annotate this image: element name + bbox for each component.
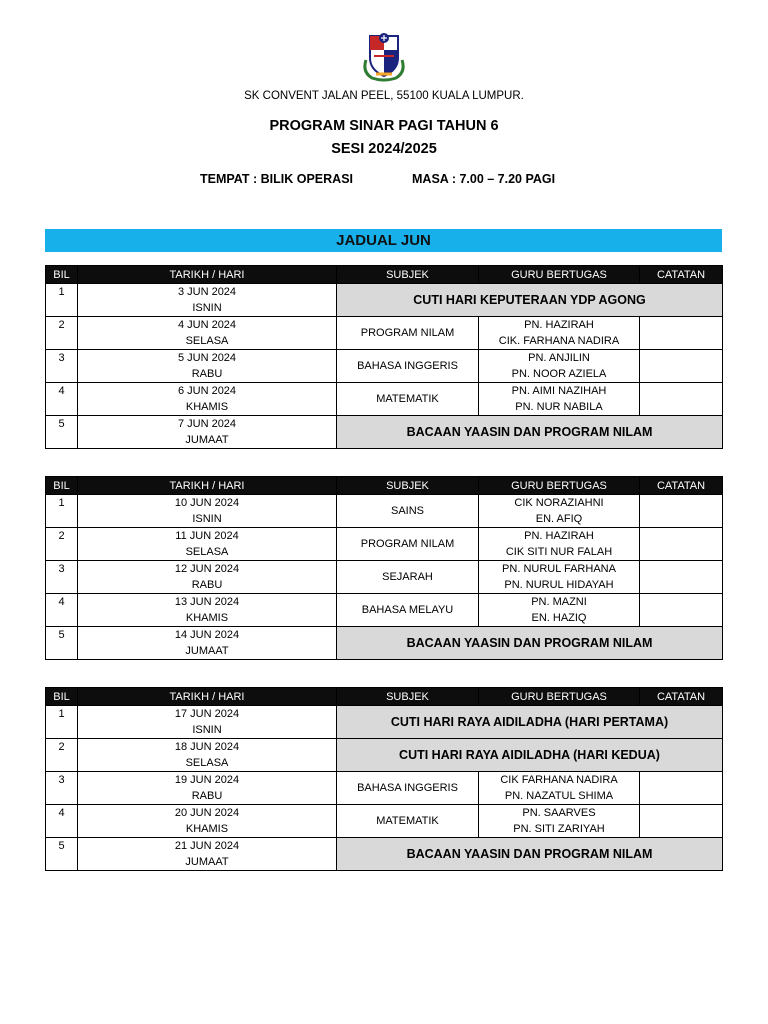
table-row bbox=[46, 416, 723, 449]
date-text: 20 JUN 2024 bbox=[174, 807, 240, 819]
bil-cell: 4 bbox=[46, 383, 78, 416]
guru-name: CIK. FARHANA NADIRA bbox=[498, 335, 620, 347]
table-header-row bbox=[46, 688, 723, 706]
date-cell bbox=[78, 805, 337, 838]
bil-cell: 2 bbox=[46, 739, 78, 772]
venue-label: TEMPAT : BILIK OPERASI bbox=[200, 172, 354, 186]
catatan-cell bbox=[640, 805, 723, 838]
day-text: RABU bbox=[191, 368, 223, 380]
guru-cell bbox=[479, 528, 640, 561]
col-header-tarikh: TARIKH / HARI bbox=[78, 266, 337, 284]
date-text: 11 JUN 2024 bbox=[175, 530, 239, 542]
schedule-banner: JADUAL JUN bbox=[45, 229, 722, 252]
date-cell bbox=[78, 627, 337, 660]
day-text: ISNIN bbox=[192, 724, 222, 736]
guru-name: PN. SITI ZARIYAH bbox=[513, 823, 605, 835]
table-row bbox=[46, 383, 723, 416]
table-row bbox=[46, 627, 723, 660]
date-text: 4 JUN 2024 bbox=[177, 319, 237, 331]
schedule-table-2 bbox=[45, 476, 723, 660]
date-text: 3 JUN 2024 bbox=[177, 286, 237, 298]
bil-cell: 2 bbox=[46, 317, 78, 350]
bil-cell: 5 bbox=[46, 627, 78, 660]
table-row bbox=[46, 594, 723, 627]
day-text: SELASA bbox=[185, 335, 229, 347]
date-cell bbox=[78, 838, 337, 871]
day-text: JUMAAT bbox=[185, 434, 229, 446]
table-row bbox=[46, 495, 723, 528]
date-text: 7 JUN 2024 bbox=[177, 418, 237, 430]
day-text: ISNIN bbox=[192, 302, 222, 314]
guru-name: PN. HAZIRAH bbox=[524, 319, 594, 331]
guru-cell bbox=[479, 383, 640, 416]
table-row bbox=[46, 838, 723, 871]
subject-cell: PROGRAM NILAM bbox=[337, 528, 479, 561]
day-text: KHAMIS bbox=[185, 823, 229, 835]
time-label: MASA : 7.00 – 7.20 PAGI bbox=[412, 172, 556, 186]
date-cell bbox=[78, 739, 337, 772]
guru-cell bbox=[479, 317, 640, 350]
date-cell bbox=[78, 383, 337, 416]
subject-cell: MATEMATIK bbox=[337, 383, 479, 416]
guru-cell bbox=[479, 495, 640, 528]
col-header-subjek: SUBJEK bbox=[337, 477, 479, 495]
date-cell bbox=[78, 528, 337, 561]
date-cell bbox=[78, 772, 337, 805]
guru-cell bbox=[479, 350, 640, 383]
guru-name: CIK SITI NUR FALAH bbox=[505, 546, 613, 558]
activity-note: BACAAN YAASIN DAN PROGRAM NILAM bbox=[337, 627, 723, 660]
subject-cell: SAINS bbox=[337, 495, 479, 528]
subject-cell: BAHASA INGGERIS bbox=[337, 772, 479, 805]
table-header-row bbox=[46, 477, 723, 495]
col-header-catatan: CATATAN bbox=[640, 477, 723, 495]
guru-name: PN. NAZATUL SHIMA bbox=[504, 790, 614, 802]
date-cell bbox=[78, 561, 337, 594]
catatan-cell bbox=[640, 495, 723, 528]
holiday-note: CUTI HARI RAYA AIDILADHA (HARI KEDUA) bbox=[337, 739, 723, 772]
guru-cell bbox=[479, 805, 640, 838]
catatan-cell bbox=[640, 772, 723, 805]
day-text: SELASA bbox=[185, 757, 229, 769]
guru-name: PN. SAARVES bbox=[522, 807, 596, 819]
holiday-note: CUTI HARI RAYA AIDILADHA (HARI PERTAMA) bbox=[337, 706, 723, 739]
school-address: SK CONVENT JALAN PEEL, 55100 KUALA LUMPUR. bbox=[244, 90, 524, 102]
catatan-cell bbox=[640, 350, 723, 383]
table-row bbox=[46, 561, 723, 594]
bil-cell: 4 bbox=[46, 805, 78, 838]
table-row bbox=[46, 739, 723, 772]
holiday-note: CUTI HARI KEPUTERAAN YDP AGONG bbox=[337, 284, 723, 317]
date-text: 5 JUN 2024 bbox=[177, 352, 237, 364]
bil-cell: 5 bbox=[46, 416, 78, 449]
table-header-row bbox=[46, 266, 723, 284]
guru-name: CIK FARHANA NADIRA bbox=[500, 774, 618, 786]
table-row bbox=[46, 284, 723, 317]
subject-cell: MATEMATIK bbox=[337, 805, 479, 838]
session-title: SESI 2024/2025 bbox=[331, 141, 437, 157]
guru-name: PN. MAZNI bbox=[531, 596, 587, 608]
table-row bbox=[46, 317, 723, 350]
activity-note: BACAAN YAASIN DAN PROGRAM NILAM bbox=[337, 838, 723, 871]
day-text: RABU bbox=[191, 579, 223, 591]
date-text: 13 JUN 2024 bbox=[174, 596, 240, 608]
bil-cell: 3 bbox=[46, 350, 78, 383]
bil-cell: 3 bbox=[46, 772, 78, 805]
guru-name: PN. ANJILIN bbox=[528, 352, 590, 364]
catatan-cell bbox=[640, 594, 723, 627]
date-cell bbox=[78, 284, 337, 317]
day-text: KHAMIS bbox=[185, 612, 229, 624]
subject-cell: BAHASA MELAYU bbox=[337, 594, 479, 627]
schedule-table-3 bbox=[45, 687, 723, 871]
col-header-guru: GURU BERTUGAS bbox=[479, 688, 640, 706]
date-text: 14 JUN 2024 bbox=[174, 629, 240, 641]
date-text: 19 JUN 2024 bbox=[174, 774, 240, 786]
bil-cell: 1 bbox=[46, 706, 78, 739]
bil-cell: 3 bbox=[46, 561, 78, 594]
date-text: 12 JUN 2024 bbox=[174, 563, 240, 575]
subject-cell: SEJARAH bbox=[337, 561, 479, 594]
bil-cell: 1 bbox=[46, 495, 78, 528]
guru-name: EN. AFIQ bbox=[535, 513, 583, 525]
col-header-bil: BIL bbox=[46, 266, 78, 284]
col-header-guru: GURU BERTUGAS bbox=[479, 477, 640, 495]
bil-cell: 5 bbox=[46, 838, 78, 871]
col-header-guru: GURU BERTUGAS bbox=[479, 266, 640, 284]
table-row bbox=[46, 706, 723, 739]
catatan-cell bbox=[640, 561, 723, 594]
guru-name: PN. AIMI NAZIHAH bbox=[511, 385, 607, 397]
date-text: 6 JUN 2024 bbox=[177, 385, 237, 397]
col-header-catatan: CATATAN bbox=[640, 688, 723, 706]
date-cell bbox=[78, 350, 337, 383]
guru-cell bbox=[479, 561, 640, 594]
date-cell bbox=[78, 706, 337, 739]
col-header-bil: BIL bbox=[46, 477, 78, 495]
bil-cell: 4 bbox=[46, 594, 78, 627]
day-text: JUMAAT bbox=[185, 645, 229, 657]
day-text: JUMAAT bbox=[185, 856, 229, 868]
date-text: 18 JUN 2024 bbox=[174, 741, 240, 753]
date-text: 10 JUN 2024 bbox=[174, 497, 240, 509]
col-header-catatan: CATATAN bbox=[640, 266, 723, 284]
guru-name: PN. NUR NABILA bbox=[515, 401, 603, 413]
table-row bbox=[46, 772, 723, 805]
guru-name: PN. NURUL HIDAYAH bbox=[504, 579, 614, 591]
subject-cell: PROGRAM NILAM bbox=[337, 317, 479, 350]
subject-cell: BAHASA INGGERIS bbox=[337, 350, 479, 383]
day-text: KHAMIS bbox=[185, 401, 229, 413]
date-text: 21 JUN 2024 bbox=[174, 840, 240, 852]
guru-name: CIK NORAZIAHNI bbox=[514, 497, 604, 509]
activity-note: BACAAN YAASIN DAN PROGRAM NILAM bbox=[337, 416, 723, 449]
col-header-subjek: SUBJEK bbox=[337, 688, 479, 706]
date-cell bbox=[78, 495, 337, 528]
col-header-tarikh: TARIKH / HARI bbox=[78, 688, 337, 706]
catatan-cell bbox=[640, 317, 723, 350]
col-header-subjek: SUBJEK bbox=[337, 266, 479, 284]
table-row bbox=[46, 805, 723, 838]
date-cell bbox=[78, 416, 337, 449]
guru-cell bbox=[479, 594, 640, 627]
guru-name: PN. HAZIRAH bbox=[524, 530, 594, 542]
date-cell bbox=[78, 594, 337, 627]
bil-cell: 1 bbox=[46, 284, 78, 317]
table-row bbox=[46, 528, 723, 561]
col-header-bil: BIL bbox=[46, 688, 78, 706]
col-header-tarikh: TARIKH / HARI bbox=[78, 477, 337, 495]
catatan-cell bbox=[640, 528, 723, 561]
schedule-table-1 bbox=[45, 265, 723, 449]
guru-cell bbox=[479, 772, 640, 805]
guru-name: PN. NURUL FARHANA bbox=[502, 563, 616, 575]
school-crest-logo bbox=[360, 30, 408, 82]
day-text: ISNIN bbox=[192, 513, 222, 525]
guru-name: PN. NOOR AZIELA bbox=[511, 368, 607, 380]
program-title: PROGRAM SINAR PAGI TAHUN 6 bbox=[269, 118, 499, 134]
date-text: 17 JUN 2024 bbox=[174, 708, 240, 720]
day-text: SELASA bbox=[185, 546, 229, 558]
table-row bbox=[46, 350, 723, 383]
guru-name: EN. HAZIQ bbox=[531, 612, 587, 624]
date-cell bbox=[78, 317, 337, 350]
bil-cell: 2 bbox=[46, 528, 78, 561]
day-text: RABU bbox=[191, 790, 223, 802]
catatan-cell bbox=[640, 383, 723, 416]
